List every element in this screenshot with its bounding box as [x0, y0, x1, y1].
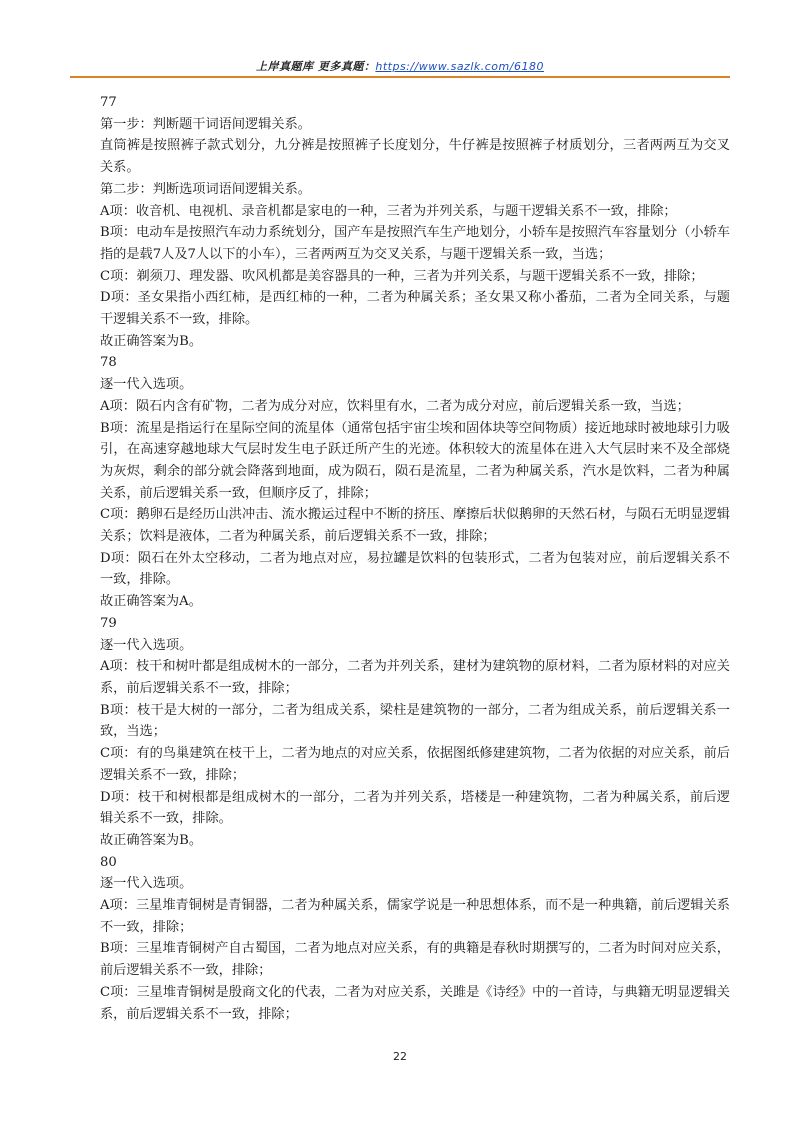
document-body: [100, 92, 730, 1025]
question-number: 80: [100, 854, 117, 870]
option-analysis: C项：剃须刀、理发器、吹风机都是美容器具的一种，三者为并列关系，与题干逻辑关系不一致，排除；: [100, 268, 704, 284]
header-label: 上岸真题库 更多真题：: [256, 60, 376, 73]
option-analysis: C项：有的鸟巢建筑在枝干上，二者为地点的对应关系，依据图纸修建建筑物，二者为依据的对应关系，前后逻辑关系不一致，排除；: [100, 746, 730, 783]
question-number: 77: [100, 95, 117, 110]
step-heading: 第一步：判断题干词语间逻辑关系。: [100, 116, 311, 132]
option-analysis: B项：电动车是按照汽车动力系统划分，国产车是按照汽车生产地划分，小轿车是按照汽车容量划分（小轿车指的是载7人及7人以下的小车），三者两两互为交叉关系，与题干逻辑关系一致，当选；: [100, 225, 730, 262]
question-number: 79: [100, 615, 117, 631]
option-analysis: A项：枝干和树叶都是组成树木的一部分，二者为并列关系，建材为建筑物的原材料，二者为原材料的对应关系，前后逻辑关系不一致，排除；: [100, 659, 730, 696]
option-analysis: A项：收音机、电视机、录音机都是家电的一种，三者为并列关系，与题干逻辑关系不一致，排除；: [100, 203, 677, 219]
step-heading: 第二步：判断选项词语间逻辑关系。: [100, 181, 311, 197]
option-analysis: D项：枝干和树根都是组成树木的一部分，二者为并列关系，塔楼是一种建筑物，二者为种属关系，前后逻辑关系不一致，排除。: [100, 789, 730, 827]
paragraph: 直筒裤是按照裤子款式划分，九分裤是按照裤子长度划分，牛仔裤是按照裤子材质划分，三者两两互为交叉关系。: [100, 138, 730, 176]
header-divider: [70, 76, 730, 78]
answer-line: 故正确答案为A。: [100, 594, 202, 610]
option-analysis: C项：鹅卵石是经历山洪冲击、流水搬运过程中不断的挤压、摩擦后状似鹅卵的天然石材，与陨石无明显逻辑关系；饮料是液体，二者为种属关系，前后逻辑关系不一致，排除；: [100, 507, 730, 545]
option-analysis: D项：圣女果指小西红柿，是西红柿的一种，二者为种属关系；圣女果又称小番茄，二者为全同关系，与题干逻辑关系不一致，排除。: [100, 290, 730, 328]
option-analysis: D项：陨石在外太空移动，二者为地点对应，易拉罐是饮料的包装形式，二者为包装对应，前后逻辑关系不一致，排除。: [100, 550, 730, 588]
option-analysis: A项：三星堆青铜树是青铜器，二者为种属关系，儒家学说是一种思想体系，而不是一种典籍，前后逻辑关系不一致，排除；: [100, 898, 730, 935]
answer-line: 故正确答案为B。: [100, 832, 203, 848]
option-analysis: C项：三星堆青铜树是殷商文化的代表，二者为对应关系，关雎是《诗经》中的一首诗，与典籍无明显逻辑关系，前后逻辑关系不一致，排除；: [100, 984, 730, 1022]
page-header: [0, 58, 800, 74]
option-analysis: A项：陨石内含有矿物，二者为成分对应，饮料里有水，二者为成分对应，前后逻辑关系一致，当选；: [100, 398, 690, 414]
answer-line: 故正确答案为B。: [100, 333, 203, 349]
header-link[interactable]: https://www.sazlk.com/6180: [375, 60, 544, 73]
option-analysis: B项：枝干是大树的一部分，二者为组成关系，梁柱是建筑物的一部分，二者为组成关系，前后逻辑关系一致，当选；: [100, 702, 730, 740]
option-analysis: B项：流星是指运行在星际空间的流星体（通常包括宇宙尘埃和固体块等空间物质）接近地球时被地球引力吸引，在高速穿越地球大气层时发生电子跃迁所产生的光迹。体积较大的流星体在进入大气层时来不及全部烧为灰烬，剩余的部分就会降落到地面，成为陨石，陨石是流星，二者为种属关系，汽水是饮料，二者为种属关系，前后逻辑关系一致，但顺序反了，排除；: [100, 420, 730, 501]
option-analysis: B项：三星堆青铜树产自古蜀国，二者为地点对应关系，有的典籍是春秋时期撰写的，二者为时间对应关系，前后逻辑关系不一致，排除；: [100, 941, 730, 979]
step-heading: 逐一代入选项。: [100, 876, 193, 892]
step-heading: 逐一代入选项。: [100, 637, 193, 653]
step-heading: 逐一代入选项。: [100, 377, 193, 393]
question-number: 78: [100, 355, 117, 371]
page-number: 22: [393, 1050, 407, 1063]
